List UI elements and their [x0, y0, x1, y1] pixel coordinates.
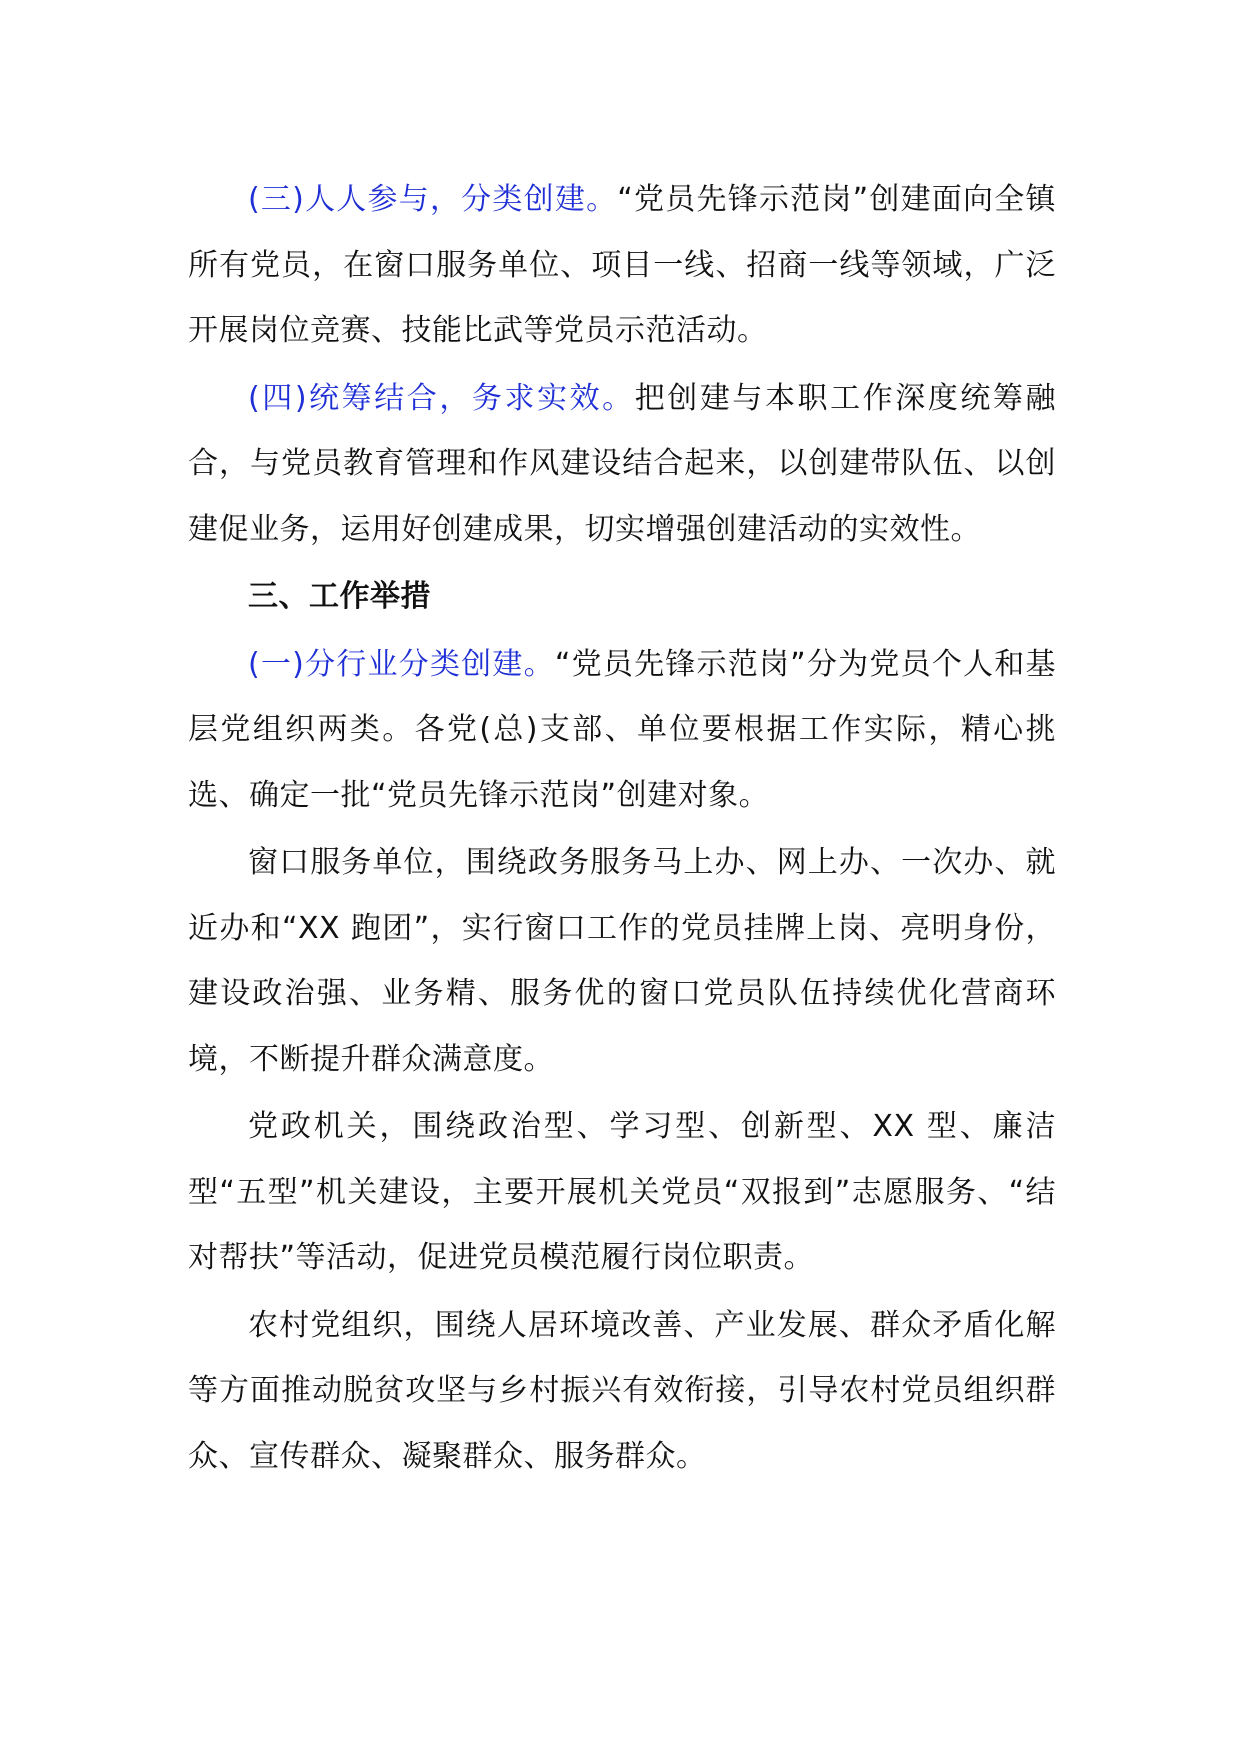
paragraph-body: 把创建与本职工作深度统筹融合，与党员教育管理和作风建设结合起来，以创建带队伍、以创建促业务，运用好创建成果，切实增强创建活动的实效性。	[188, 380, 1056, 547]
paragraph-industry-classification	[188, 632, 1056, 829]
paragraph-rural-party-organizations	[188, 1293, 1056, 1490]
paragraph-party-government-organs	[188, 1094, 1056, 1291]
document-page	[188, 167, 1056, 1491]
paragraph-coordination	[188, 366, 1056, 563]
paragraph-body: “党员先锋示范岗”分为党员个人和基层党组织两类。各党(总)支部、单位要根据工作实际，精心挑选、确定一批“党员先锋示范岗”创建对象。	[188, 646, 1056, 813]
section-heading: 三、工作举措	[248, 579, 431, 614]
paragraph-window-service	[188, 830, 1056, 1092]
subsection-title-coordination: (四)统筹结合，务求实效。	[248, 380, 635, 416]
subsection-title-participation: (三)人人参与，分类创建。	[248, 182, 618, 217]
subsection-title-industry: (一)分行业分类创建。	[248, 646, 555, 682]
paragraph-body: “党员先锋示范岗”创建面向全镇所有党员，在窗口服务单位、项目一线、招商一线等领域，广泛开展岗位竞赛、技能比武等党员示范活动。	[188, 182, 1056, 348]
paragraph-participation	[188, 167, 1056, 364]
paragraph-body: 农村党组织，围绕人居环境改善、产业发展、群众矛盾化解等方面推动脱贫攻坚与乡村振兴有效衔接，引导农村党员组织群众、宣传群众、凝聚群众、服务群众。	[188, 1307, 1056, 1474]
paragraph-body: 窗口服务单位，围绕政务服务马上办、网上办、一次办、就近办和“XX 跑团”，实行窗口工作的党员挂牌上岗、亮明身份，建设政治强、业务精、服务优的窗口党员队伍持续优化营商环境，不断提升群众满意度。	[188, 845, 1056, 1077]
paragraph-body: 党政机关，围绕政治型、学习型、创新型、XX 型、廉洁型“五型”机关建设，主要开展机关党员“双报到”志愿服务、“结对帮扶”等活动，促进党员模范履行岗位职责。	[188, 1109, 1056, 1275]
